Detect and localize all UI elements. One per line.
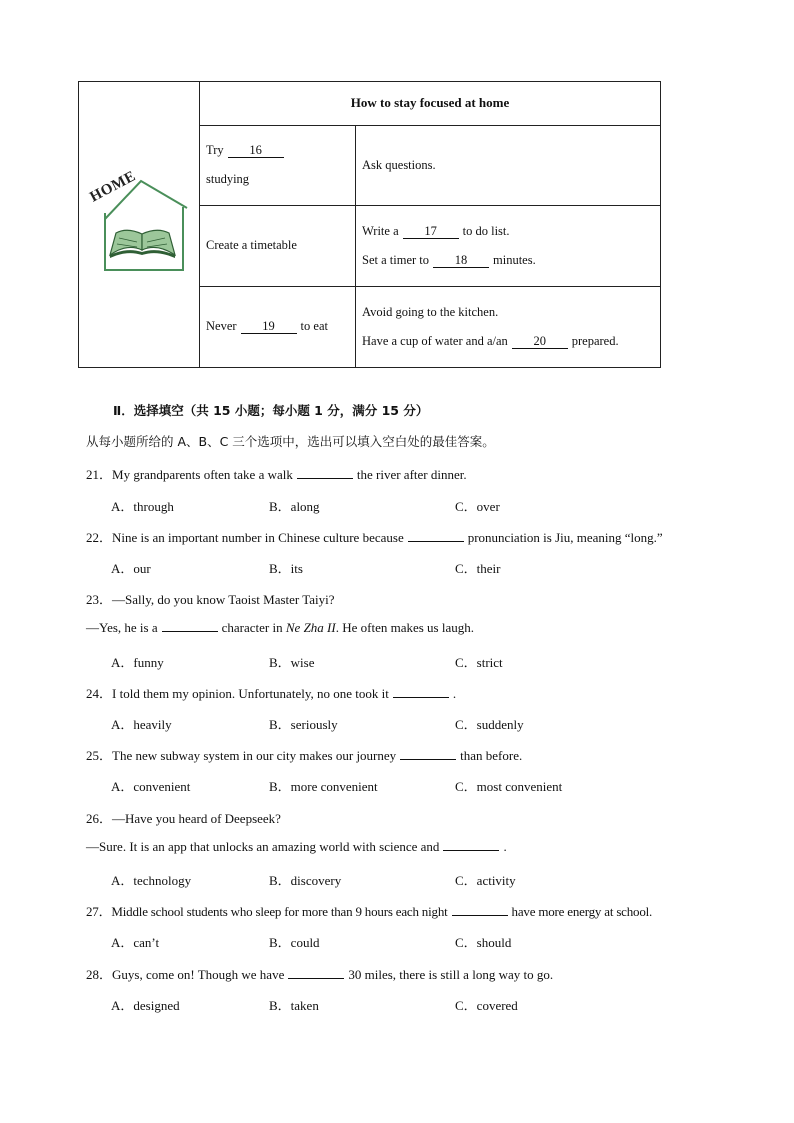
table-title: How to stay focused at home: [200, 82, 661, 126]
blank-19: 19: [241, 320, 297, 334]
option-b[interactable]: B．along: [269, 499, 320, 514]
question-number: 22．: [86, 530, 113, 545]
option-c[interactable]: C．activity: [455, 873, 516, 888]
tip-text: Never: [206, 319, 237, 334]
tip-left-1-after: studying: [206, 172, 250, 187]
option-b[interactable]: B．seriously: [269, 717, 338, 732]
blank-18: 18: [433, 254, 489, 268]
answer-blank: [400, 749, 456, 760]
option-a[interactable]: A．convenient: [111, 779, 191, 794]
question-22: [86, 527, 663, 546]
question-text: I told them my opinion. Unfortunately, no one took it: [112, 686, 389, 701]
question-text: Guys, come on! Though we have: [112, 967, 285, 982]
tip-right-1: [356, 125, 661, 205]
answer-blank: [297, 468, 353, 479]
home-book-icon: [79, 82, 200, 363]
focus-table: [78, 81, 661, 368]
question-text: My grandparents often take a walk: [112, 467, 293, 482]
question-21: [86, 464, 467, 483]
question-text: Middle school students who sleep for more than 9 hours each night: [111, 904, 448, 919]
question-text: character in: [221, 620, 283, 635]
question-text: the river after dinner.: [356, 467, 467, 482]
question-26-line-2: [86, 839, 507, 855]
option-a[interactable]: A．can’t: [111, 935, 160, 950]
option-b[interactable]: B．discovery: [269, 873, 342, 888]
option-c[interactable]: C．should: [455, 935, 512, 950]
tip-text: Set a timer to: [362, 252, 429, 267]
blank-20: 20: [512, 335, 568, 349]
question-number: 21．: [86, 467, 113, 482]
option-c[interactable]: C．most convenient: [455, 779, 563, 794]
question-23-line-2: [86, 620, 474, 636]
question-26: [86, 808, 281, 827]
question-text: have more energy at school.: [511, 904, 653, 919]
question-text: than before.: [460, 748, 523, 763]
answer-blank: [408, 531, 464, 542]
answer-blank: [162, 621, 218, 632]
tip-text: to do list.: [462, 223, 510, 238]
tip-left-2: Create a timetable: [200, 205, 356, 286]
tip-right-1-line-1: Ask questions.: [362, 157, 436, 172]
option-c[interactable]: C．their: [455, 561, 501, 576]
question-number: 23．: [86, 592, 113, 607]
tip-right-3: [356, 286, 661, 367]
question-23: [86, 589, 335, 608]
question-24: [86, 683, 456, 702]
question-28: [86, 964, 553, 983]
section-instruction: 从每小题所给的 A、B、C 三个选项中，选出可以填入空白处的最佳答案。: [86, 434, 495, 449]
question-number: 26．: [86, 811, 113, 826]
question-text: —Have you heard of Deepseek?: [112, 811, 281, 826]
tip-text: Have a cup of water and a/an: [362, 333, 508, 348]
question-number: 24．: [86, 686, 113, 701]
option-b[interactable]: B．its: [269, 561, 303, 576]
blank-16: 16: [228, 144, 284, 158]
question-number: 28．: [86, 967, 113, 982]
tip-text: to eat: [300, 319, 328, 334]
tip-text: minutes.: [493, 252, 536, 267]
question-text: pronunciation is Jiu, meaning “long.”: [467, 530, 663, 545]
option-c[interactable]: C．suddenly: [455, 717, 524, 732]
tip-text: prepared.: [571, 333, 619, 348]
option-c[interactable]: C．covered: [455, 998, 518, 1013]
answer-blank: [288, 968, 344, 979]
question-text: . He often makes us laugh.: [335, 620, 474, 635]
option-b[interactable]: B．could: [269, 935, 320, 950]
question-text: —Sally, do you know Taoist Master Taiyi?: [112, 592, 335, 607]
option-a[interactable]: A．our: [111, 561, 151, 576]
answer-blank: [452, 905, 508, 916]
question-number: 25．: [86, 748, 113, 763]
tip-right-3-line-1: Avoid going to the kitchen.: [362, 304, 499, 319]
tip-right-2-line-1: [362, 224, 654, 239]
option-c[interactable]: C．over: [455, 499, 500, 514]
answer-blank: [393, 687, 449, 698]
question-text: 30 miles, there is still a long way to go.: [348, 967, 554, 982]
tip-right-2: [356, 205, 661, 286]
question-25: [86, 745, 522, 764]
tip-right-2-line-2: [362, 253, 654, 268]
option-c[interactable]: C．strict: [455, 655, 503, 670]
question-text: The new subway system in our city makes our journey: [112, 748, 397, 763]
question-text: —Sure. It is an app that unlocks an amazing world with science and: [86, 839, 440, 854]
option-b[interactable]: B．more convenient: [269, 779, 378, 794]
answer-blank: [443, 840, 499, 851]
section-heading: Ⅱ．选择填空（共 15 小题；每小题 1 分，满分 15 分）: [113, 403, 429, 418]
question-27: [86, 901, 652, 920]
option-b[interactable]: B．wise: [269, 655, 315, 670]
option-a[interactable]: A．heavily: [111, 717, 172, 732]
option-a[interactable]: A．through: [111, 499, 174, 514]
blank-17: 17: [403, 225, 459, 239]
tip-left-1-before: Try: [206, 143, 224, 158]
option-a[interactable]: A．technology: [111, 873, 192, 888]
question-text: .: [503, 839, 507, 854]
question-text: .: [452, 686, 457, 701]
question-number: 27．: [86, 904, 112, 919]
home-logo-text: HOME: [87, 168, 139, 206]
movie-title: Ne Zha II: [285, 620, 336, 635]
tip-right-3-line-2: [362, 334, 654, 349]
option-a[interactable]: A．designed: [111, 998, 180, 1013]
option-a[interactable]: A．funny: [111, 655, 164, 670]
tip-left-1: [200, 125, 356, 205]
tip-left-3: [200, 286, 356, 367]
home-illustration-cell: [79, 82, 200, 368]
option-b[interactable]: B．taken: [269, 998, 319, 1013]
question-text: —Yes, he is a: [86, 620, 158, 635]
question-text: Nine is an important number in Chinese culture because: [112, 530, 404, 545]
tip-text: Write a: [362, 223, 399, 238]
